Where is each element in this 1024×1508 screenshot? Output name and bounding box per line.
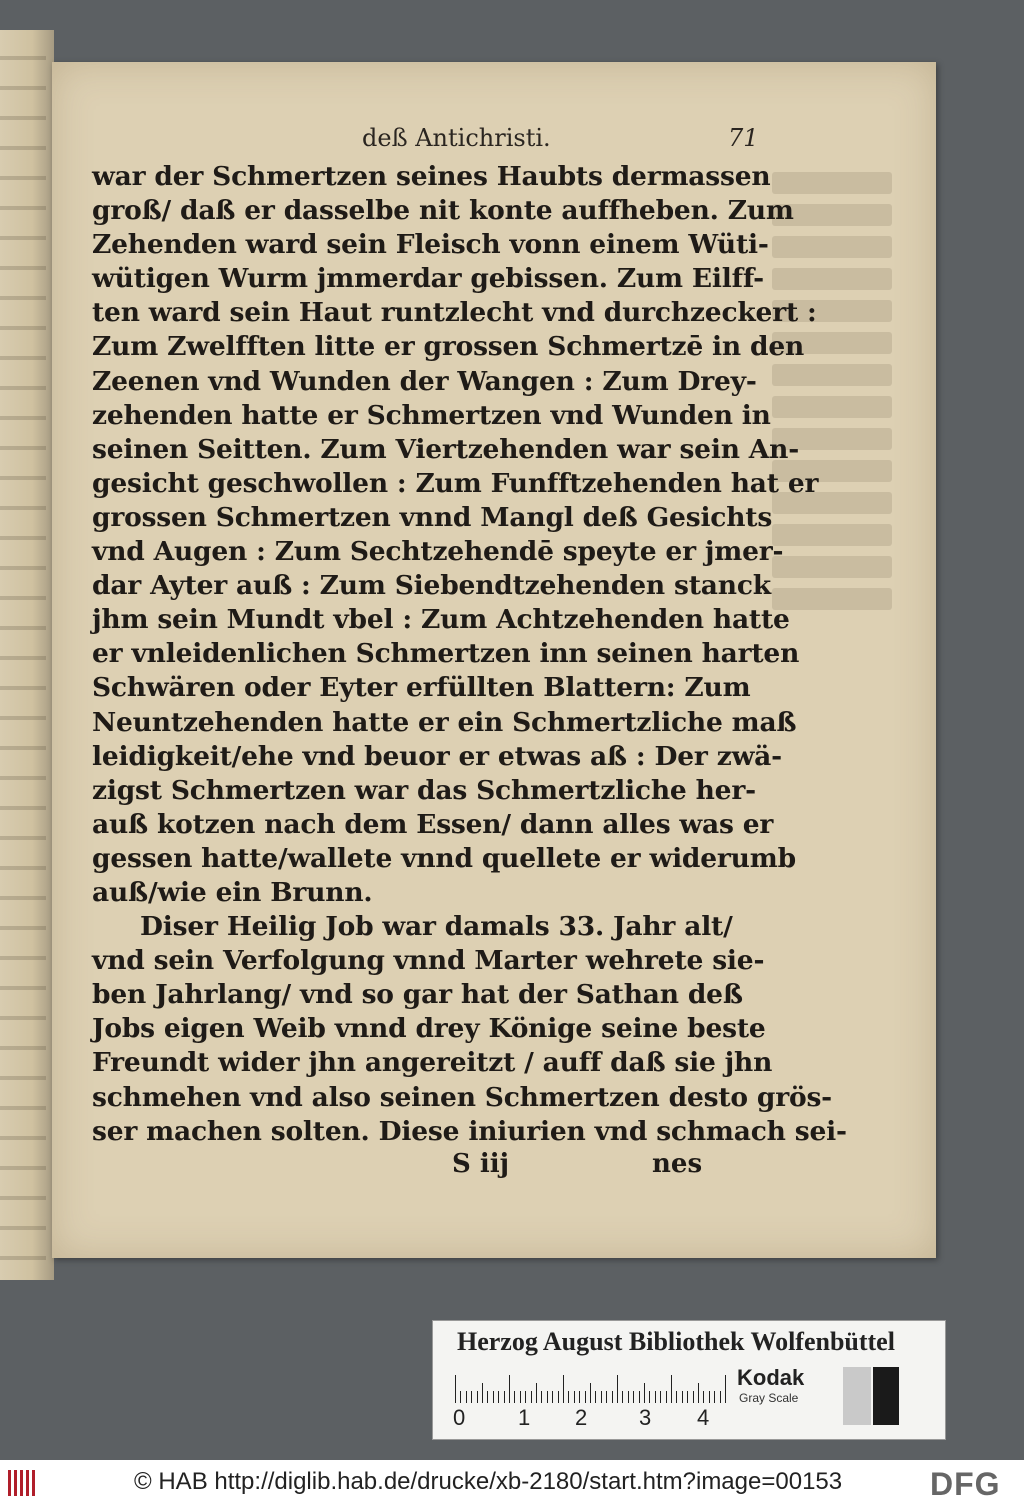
text-line: Schwären oder Eyter erfüllten Blattern: Zum: [92, 672, 751, 704]
ruler-tick: [541, 1391, 542, 1403]
text-line: gesicht geschwollen : Zum Funfftzehenden hat er: [92, 467, 819, 499]
ruler-tick: [644, 1383, 645, 1403]
ruler-tick: [639, 1391, 640, 1403]
ruler-tick: [504, 1391, 505, 1403]
ruler-tick: [595, 1391, 596, 1403]
text-line: auß/wie ein Brunn.: [92, 876, 373, 908]
text-line: wütigen Wurm jmmerdar gebissen. Zum Eilff-: [92, 263, 764, 295]
ruler-tick: [612, 1391, 613, 1403]
ruler-tick: [514, 1391, 515, 1403]
ruler-tick: [606, 1391, 607, 1403]
text-line: jhm sein Mundt vbel : Zum Achtzehenden hatte: [92, 604, 790, 636]
text-line: gessen hatte/wallete vnnd quellete er widerumb: [92, 842, 796, 874]
ruler-tick: [720, 1391, 721, 1403]
text-line: zigst Schmertzen war das Schmertzliche her-: [92, 774, 756, 806]
text-line: Jobs eigen Weib vnnd drey Könige seine beste: [92, 1013, 766, 1045]
text-line: groß/ daß er dasselbe nit konte auffheben. Zum: [92, 195, 794, 227]
ruler-number: 3: [639, 1405, 652, 1430]
ruler-tick: [633, 1391, 634, 1403]
text-line: ser machen solten. Diese iniurien vnd schmach sei-: [92, 1115, 847, 1147]
text-line: ben Jahrlang/ vnd so gar hat der Sathan deß: [92, 979, 743, 1011]
text-line: leidigkeit/ehe vnd beuor er etwas aß : Der zwä-: [92, 740, 782, 772]
gray-scale-label: Gray Scale: [739, 1391, 799, 1405]
ruler-tick: [547, 1391, 548, 1403]
ruler-tick: [725, 1375, 726, 1403]
paragraph-2: [92, 910, 847, 1149]
text-block: [92, 124, 847, 1183]
ruler-tick: [714, 1391, 715, 1403]
text-line: seinen Seitten. Zum Viertzehenden war sein An-: [92, 433, 800, 465]
text-line: zehenden hatte er Schmertzen vnd Wunden in: [92, 399, 771, 431]
ruler-tick: [460, 1391, 461, 1403]
text-line: Diser Heilig Job war damals 33. Jahr alt/: [140, 911, 733, 943]
dfg-logo: DFG: [930, 1466, 1001, 1502]
ruler-tick: [493, 1391, 494, 1403]
ruler-tick: [703, 1391, 704, 1403]
ruler-tick: [568, 1391, 569, 1403]
ruler-tick: [682, 1391, 683, 1403]
ruler-tick: [622, 1391, 623, 1403]
ruler-number: 4: [697, 1405, 710, 1430]
page-footer: [92, 1149, 732, 1183]
text-line: er vnleidenlichen Schmertzen inn seinen harten: [92, 638, 800, 670]
ruler-tick: [628, 1391, 629, 1403]
ruler-tick: [471, 1391, 472, 1403]
paragraph-1: [92, 160, 819, 910]
ruler-tick: [563, 1375, 564, 1403]
text-line: vnd Augen : Zum Sechtzehendē speyte er jmer-: [92, 536, 784, 568]
ruler-tick: [487, 1391, 488, 1403]
ruler-tick: [455, 1375, 456, 1403]
text-line: schmehen vnd also seinen Schmertzen desto grös-: [92, 1081, 832, 1113]
signature-mark: S iij: [452, 1148, 509, 1179]
text-line: Zehenden ward sein Fleisch vonn einem Wüti-: [92, 229, 769, 261]
ruler-tick: [687, 1391, 688, 1403]
hab-logo-icon: [8, 1470, 38, 1496]
ruler-number: 2: [575, 1405, 588, 1430]
ruler-tick: [660, 1391, 661, 1403]
credit-link[interactable]: © HAB http://diglib.hab.de/drucke/xb-2180/start.htm?image=00153: [134, 1468, 843, 1495]
text-line: Neuntzehenden hatte er ein Schmertzliche maß: [92, 706, 797, 738]
viewer-footer: [0, 1460, 1024, 1508]
text-line: Zum Zwelfften litte er grossen Schmertzē in den: [92, 331, 805, 363]
kodak-logo: Kodak: [737, 1365, 805, 1390]
ruler-tick: [574, 1391, 575, 1403]
ruler-number: 1: [518, 1405, 531, 1430]
ruler-tick: [509, 1375, 510, 1403]
ruler-tick: [601, 1391, 602, 1403]
scale-card-title: Herzog August Bibliothek Wolfenbüttel: [457, 1327, 895, 1356]
ruler-tick: [482, 1383, 483, 1403]
running-head: deß Antichristi.: [362, 124, 551, 152]
gray-patch-dark: [873, 1367, 899, 1425]
ruler-number: 0: [453, 1405, 466, 1430]
ruler-tick: [466, 1391, 467, 1403]
text-line: Zeenen vnd Wunden der Wangen : Zum Drey-: [92, 365, 757, 397]
ruler-tick: [536, 1383, 537, 1403]
gray-patch-light: [843, 1367, 871, 1425]
ruler-tick: [655, 1391, 656, 1403]
text-line: ten ward sein Haut runtzlecht vnd durchzeckert :: [92, 297, 817, 329]
text-line: grossen Schmertzen vnnd Mangl deß Gesichts: [92, 501, 773, 533]
color-scale-card: [432, 1320, 946, 1440]
ruler-tick: [552, 1391, 553, 1403]
ruler-tick: [617, 1375, 618, 1403]
page-number: 71: [728, 124, 759, 152]
text-line: vnd sein Verfolgung vnnd Marter wehrete sie-: [92, 945, 765, 977]
ruler-tick: [579, 1391, 580, 1403]
ruler-tick: [649, 1391, 650, 1403]
ruler-tick: [676, 1391, 677, 1403]
ruler-tick: [590, 1383, 591, 1403]
ruler-tick: [531, 1391, 532, 1403]
ruler-tick: [671, 1375, 672, 1403]
ruler-tick: [693, 1391, 694, 1403]
catchword: nes: [652, 1148, 703, 1179]
show-through-marginalia: [772, 172, 892, 692]
book-page: [52, 62, 936, 1258]
page-header: [92, 124, 759, 160]
ruler-tick: [585, 1391, 586, 1403]
ruler-tick: [558, 1391, 559, 1403]
text-line: auß kotzen nach dem Essen/ dann alles was er: [92, 808, 774, 840]
ruler-tick: [525, 1391, 526, 1403]
ruler-tick: [698, 1383, 699, 1403]
text-line: dar Ayter auß : Zum Siebendtzehenden stanck: [92, 570, 771, 602]
ruler-tick: [520, 1391, 521, 1403]
text-line: war der Schmertzen seines Haubts dermassen: [92, 161, 771, 192]
ruler: [455, 1373, 725, 1403]
previous-page-edge: [0, 30, 54, 1280]
ruler-tick: [666, 1391, 667, 1403]
ruler-tick: [709, 1391, 710, 1403]
ruler-tick: [498, 1391, 499, 1403]
text-line: Freundt wider jhn angereitzt / auff daß sie jhn: [92, 1047, 773, 1079]
ruler-tick: [477, 1391, 478, 1403]
